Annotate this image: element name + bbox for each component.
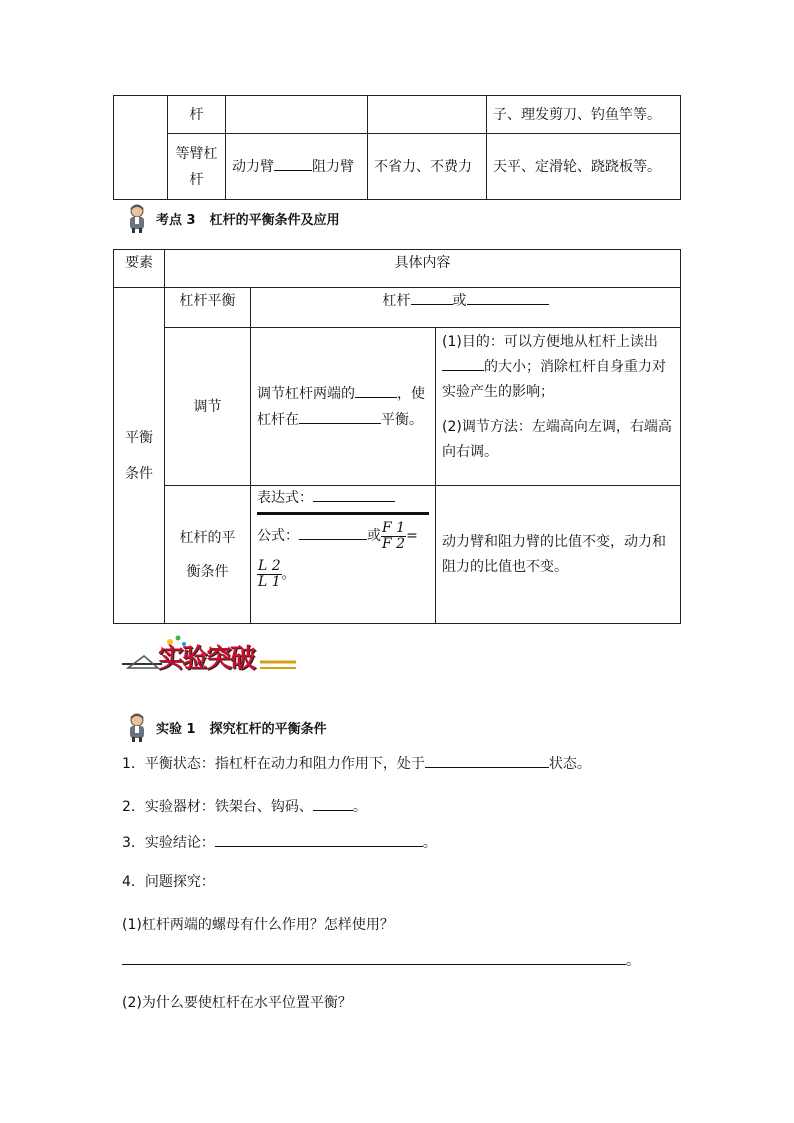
answer-line: 。 (122, 950, 640, 970)
fill-blank[interactable] (215, 832, 423, 847)
section-heading: 实验 1 探究杠杆的平衡条件 (124, 712, 327, 742)
table-cell: 子、理发剪刀、钓鱼竿等。 (487, 96, 681, 134)
table-cell: 杠杆 或 (251, 288, 681, 328)
fill-blank[interactable] (122, 950, 626, 965)
table-cell (368, 96, 487, 134)
question-item: (1)杠杆两端的螺母有什么作用？怎样使用？ (122, 917, 394, 933)
table-cell: 平衡条件 (114, 288, 165, 624)
table-cell: 杠杆的平衡条件 (165, 486, 251, 624)
teacher-icon (124, 203, 150, 233)
fill-blank[interactable] (313, 487, 395, 502)
fill-blank[interactable] (411, 290, 453, 305)
table-cell: 表达式： 公式： 或 $\frac{F 1}{F 2}$ = $\frac{L 2}{L 1}$ 。 (251, 486, 436, 624)
table-cell: 要素 (114, 250, 165, 288)
table-cell: 不省力、不费力 (368, 134, 487, 200)
fill-blank[interactable] (442, 356, 484, 371)
fill-blank[interactable] (355, 383, 397, 398)
table-cell: 杆 (168, 96, 226, 134)
table-cell: 等臂杠杆 (168, 134, 226, 200)
table-cell: 调节杠杆两端的 ，使杠杆在 平衡。 (251, 328, 436, 486)
teacher-icon (124, 712, 150, 742)
table-cell (114, 96, 168, 200)
fill-blank[interactable] (274, 156, 312, 171)
balance-condition-table (113, 249, 681, 624)
question-item: 4．问题探究： (122, 874, 215, 890)
fill-blank[interactable] (467, 290, 549, 305)
table-cell: 调节 (165, 328, 251, 486)
question-item: 2．实验器材：铁架台、钩码、 。 (122, 796, 367, 816)
fraction-f1-f2: $\frac{F 1}{F 2}$ (382, 519, 406, 552)
fill-blank[interactable] (425, 753, 549, 768)
table-cell: (1)目的：可以方便地从杠杆上读出的大小；消除杠杆自身重力对实验产生的影响； (2)调节方法：左端高向左调，右端高向右调。 (436, 328, 681, 486)
section-heading: 考点 3 杠杆的平衡条件及应用 (124, 203, 340, 233)
table-cell: 杠杆平衡 (165, 288, 251, 328)
table-cell: 动力臂和阻力臂的比值不变，动力和阻力的比值也不变。 (436, 486, 681, 624)
table-cell (226, 96, 368, 134)
fill-blank[interactable] (299, 525, 367, 540)
question-item: 1．平衡状态：指杠杆在动力和阻力作用下，处于 状态。 (122, 753, 591, 773)
table-cell: 具体内容 (165, 250, 681, 288)
question-item: 3．实验结论： 。 (122, 832, 437, 852)
fill-blank[interactable] (313, 796, 353, 811)
banner-title: 实验突破 (158, 644, 255, 674)
fraction-l2-l1: $\frac{L 2}{L 1}$ (258, 558, 281, 590)
table-cell: 动力臂 阻力臂 (226, 134, 368, 200)
divider (257, 512, 429, 515)
question-item: (2)为什么要使杠杆在水平位置平衡？ (122, 995, 352, 1011)
fill-blank[interactable] (299, 409, 381, 424)
experiment-banner (120, 632, 300, 678)
lever-type-table (113, 95, 681, 200)
table-cell: 天平、定滑轮、跷跷板等。 (487, 134, 681, 200)
